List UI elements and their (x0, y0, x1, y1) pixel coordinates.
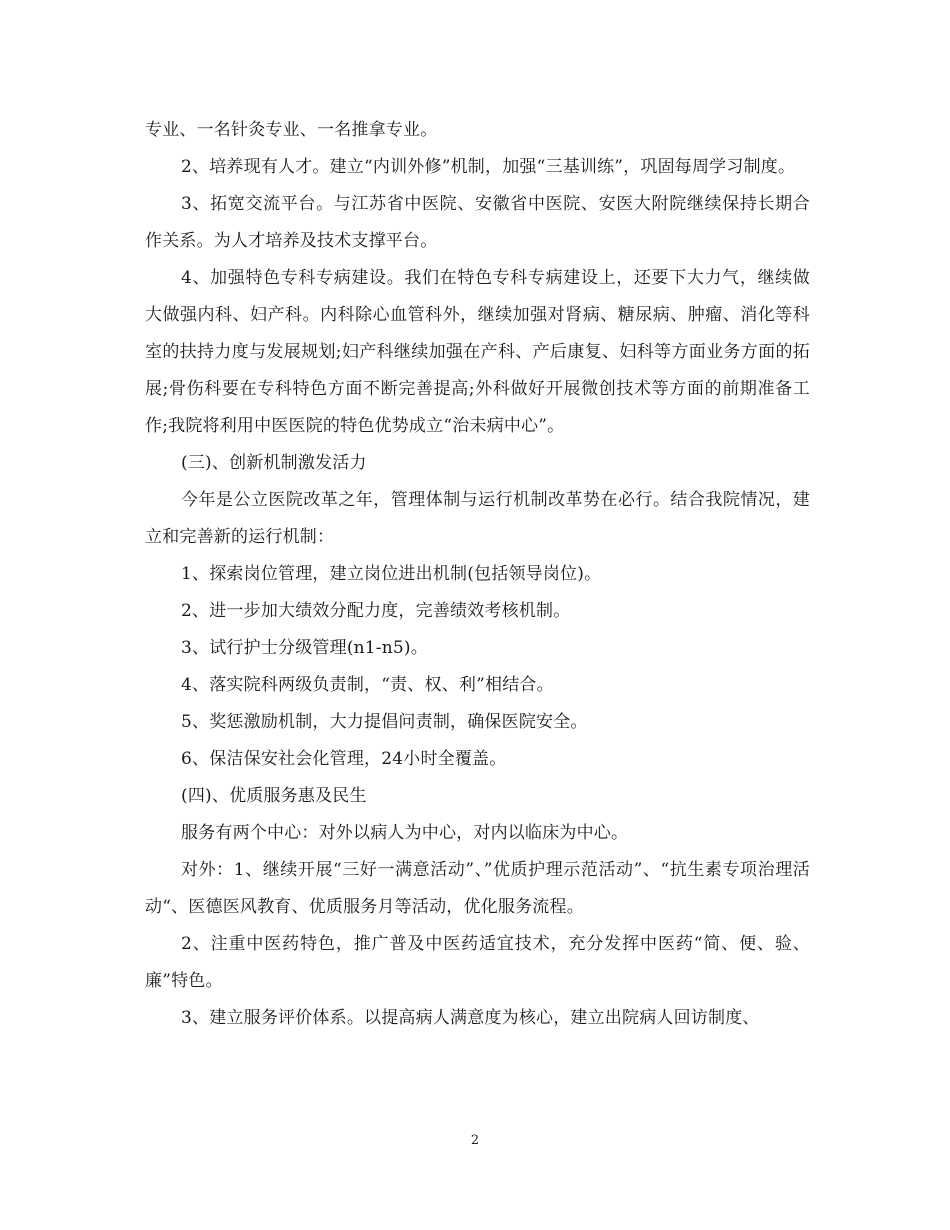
section-heading: (四)、优质服务惠及民生 (181, 786, 367, 806)
list-item: 3、试行护士分级管理(n1-n5)。 (181, 638, 428, 658)
list-item: 对外：1、继续开展“三好一满意活动”、”优质护理示范活动”、“抗生素专项治理活动“、医德医风教育、优质服务月等活动，优化服务流程。 (145, 860, 810, 917)
list-item: 2、注重中医药特色，推广普及中医药适宜技术，充分发挥中医药“简、便、验、廉”特色。 (145, 934, 810, 991)
list-item: 5、奖惩激励机制，大力提倡问责制，确保医院安全。 (181, 712, 588, 732)
paragraph: 服务有两个中心：对外以病人为中心，对内以临床为中心。 (181, 823, 629, 843)
paragraph: 今年是公立医院改革之年，管理体制与运行机制改革势在必行。结合我院情况，建立和完善新的运行机制： (145, 490, 810, 547)
document-body (145, 112, 810, 1037)
paragraph: 4、加强特色专科专病建设。我们在特色专科专病建设上，还要下大力气，继续做大做强内科、妇产科。内科除心血管科外，继续加强对肾病、糖尿病、肿瘤、消化等科室的扶持力度与发展规划;妇产科继续加强在产科、产后康复、妇科等方面业务方面的拓展;骨伤科要在专科特色方面不断完善提高;外科做好开展微创技术等方面的前期准备工作;我院将利用中医医院的特色优势成立“治未病中心”。 (145, 268, 810, 436)
paragraph: 2、培养现有人才。建立“内训外修”机制，加强“三基训练”，巩固每周学习制度。 (181, 157, 796, 177)
paragraph: 3、拓宽交流平台。与江苏省中医院、安徽省中医院、安医大附院继续保持长期合作关系。为人才培养及技术支撑平台。 (145, 194, 810, 251)
page-number: 2 (470, 1133, 480, 1148)
list-item: 4、落实院科两级负责制，“责、权、利”相结合。 (181, 675, 554, 695)
paragraph: 专业、一名针灸专业、一名推拿专业。 (145, 120, 438, 140)
list-item: 1、探索岗位管理，建立岗位进出机制(包括领导岗位)。 (181, 564, 602, 584)
list-item: 3、建立服务评价体系。以提高病人满意度为核心，建立出院病人回访制度、 (181, 1008, 760, 1028)
list-item: 2、进一步加大绩效分配力度，完善绩效考核机制。 (181, 601, 571, 621)
list-item: 6、保洁保安社会化管理，24小时全覆盖。 (181, 749, 507, 769)
section-heading: (三)、创新机制激发活力 (181, 453, 367, 473)
